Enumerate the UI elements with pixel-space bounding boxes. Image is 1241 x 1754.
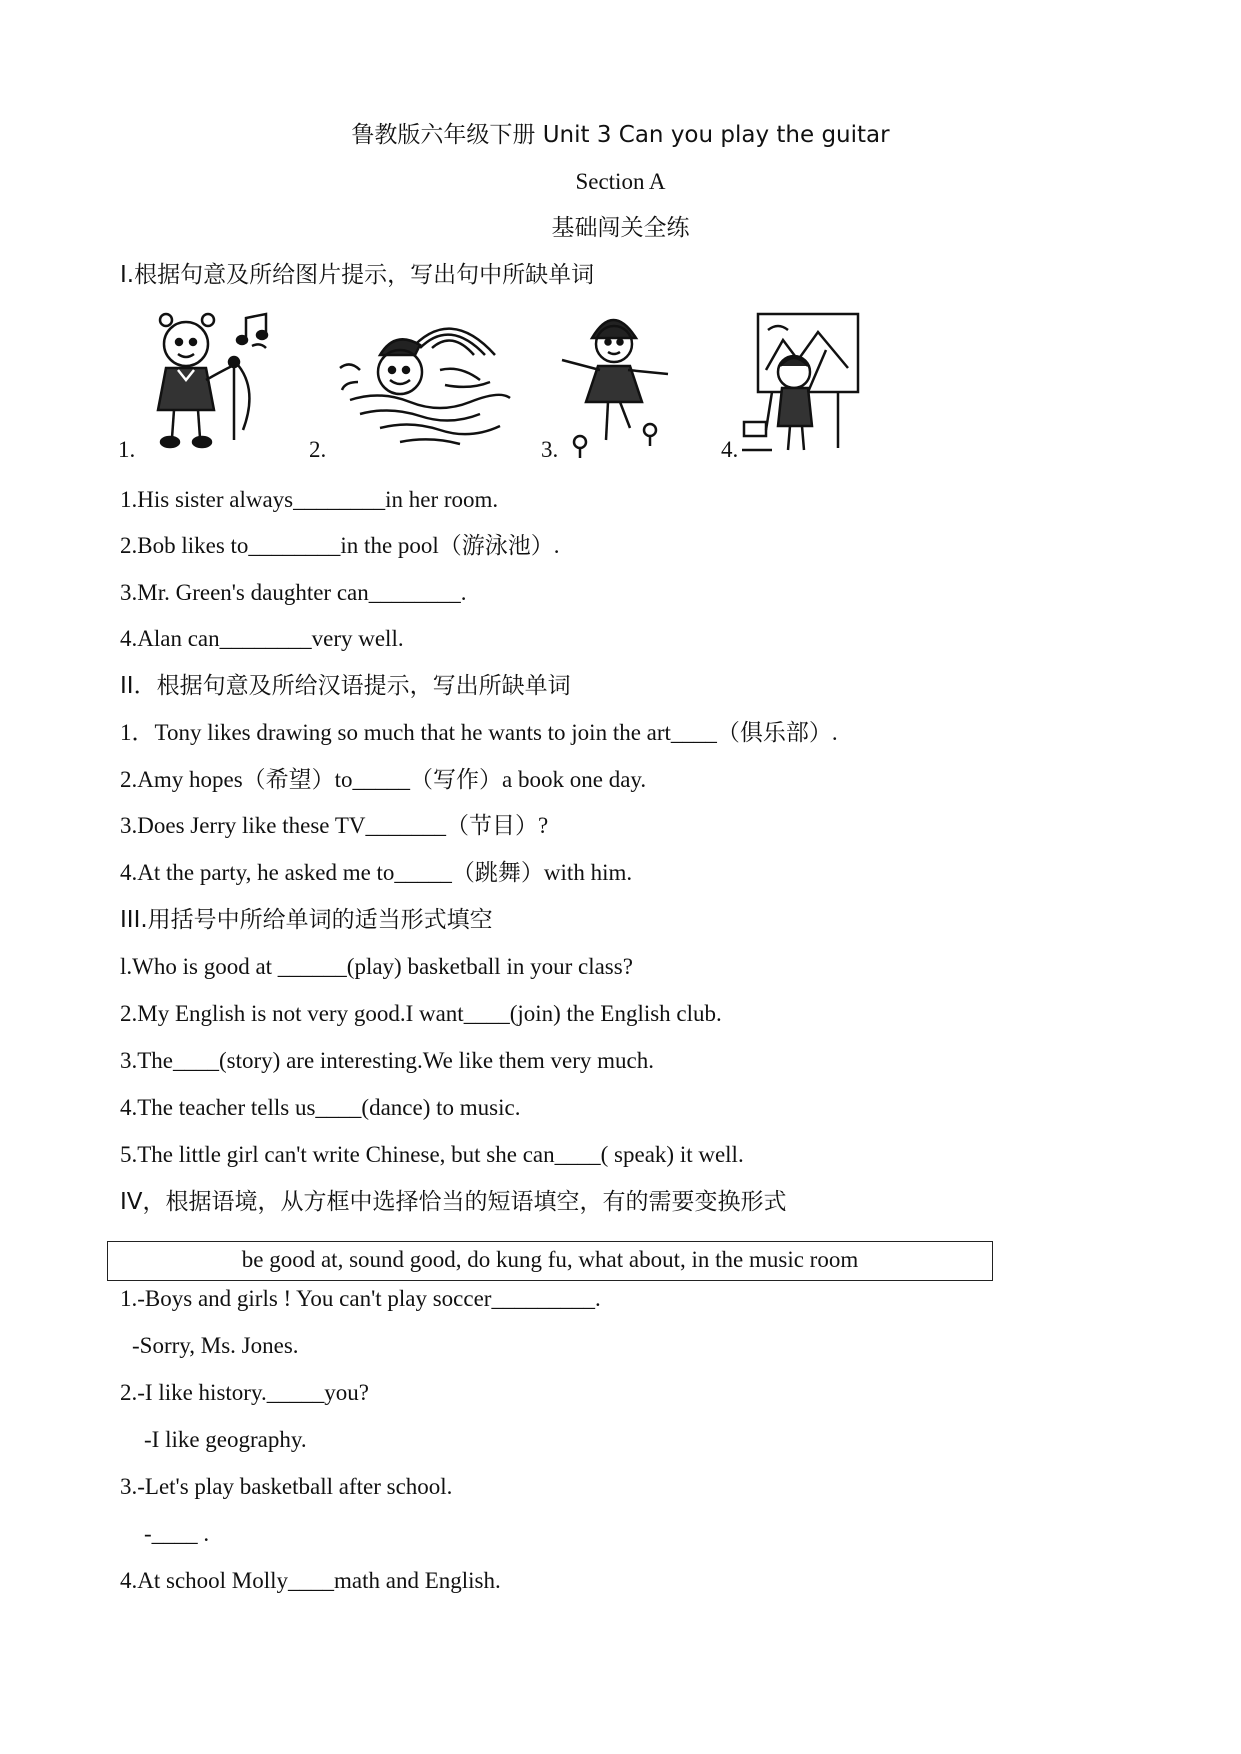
part3-item: l.Who is good at ______(play) basketball in your class?: [120, 954, 633, 979]
part4-item: 3.-Let's play basketball after school.: [120, 1474, 453, 1499]
swimming-boy-picture: [340, 305, 510, 465]
part2-heading: II．根据句意及所给汉语提示，写出所缺单词: [120, 673, 571, 699]
page-title: 鲁教版六年级下册 Unit 3 Can you play the guitar: [351, 122, 890, 148]
picture-number: 4.: [721, 437, 739, 462]
part4-item: -____ .: [144, 1521, 210, 1546]
picture-row: [118, 305, 898, 470]
page-subtitle: 基础闯关全练: [551, 215, 690, 241]
picture-number: 3.: [541, 437, 559, 462]
part3-item: 4.The teacher tells us____(dance) to music.: [120, 1095, 521, 1120]
part1-item: 4.Alan can________very well.: [120, 626, 404, 651]
part1-item: 3.Mr. Green's daughter can________.: [120, 580, 467, 605]
picture-number: 2.: [309, 437, 327, 462]
painting-boy-picture: [738, 305, 868, 465]
part2-item: 1．Tony likes drawing so much that he wants to join the art____（俱乐部）.: [120, 720, 838, 745]
part1-heading: I.根据句意及所给图片提示，写出句中所缺单词: [120, 262, 595, 288]
word-box: be good at, sound good, do kung fu, what about, in the music room: [107, 1241, 993, 1281]
part2-item: 4.At the party, he asked me to_____（跳舞）with him.: [120, 860, 633, 885]
dancing-girl-picture: [558, 305, 673, 465]
part4-item: -Sorry, Ms. Jones.: [132, 1333, 299, 1358]
part1-item: 2.Bob likes to________in the pool（游泳池）.: [120, 533, 560, 558]
part2-item: 2.Amy hopes（希望）to_____（写作）a book one day.: [120, 767, 647, 792]
part4-item: 2.-I like history._____you?: [120, 1380, 369, 1405]
part3-item: 5.The little girl can't write Chinese, but she can____( speak) it well.: [120, 1142, 744, 1167]
picture-number: 1.: [118, 437, 136, 462]
part4-item: 1.-Boys and girls ! You can't play soccer_________.: [120, 1286, 601, 1311]
singing-girl-picture: [148, 305, 278, 465]
part3-item: 3.The____(story) are interesting.We like them very much.: [120, 1048, 655, 1073]
part4-item: 4.At school Molly____math and English.: [120, 1568, 501, 1593]
part4-heading: IV，根据语境，从方框中选择恰当的短语填空，有的需要变换形式: [120, 1189, 787, 1215]
part3-heading: III.用括号中所给单词的适当形式填空: [120, 907, 493, 933]
part2-item: 3.Does Jerry like these TV_______（节目）?: [120, 813, 549, 838]
part3-item: 2.My English is not very good.I want____(join) the English club.: [120, 1001, 722, 1026]
part1-item: 1.His sister always________in her room.: [120, 487, 499, 512]
part4-item: -I like geography.: [144, 1427, 307, 1452]
section-label: Section A: [575, 169, 666, 194]
